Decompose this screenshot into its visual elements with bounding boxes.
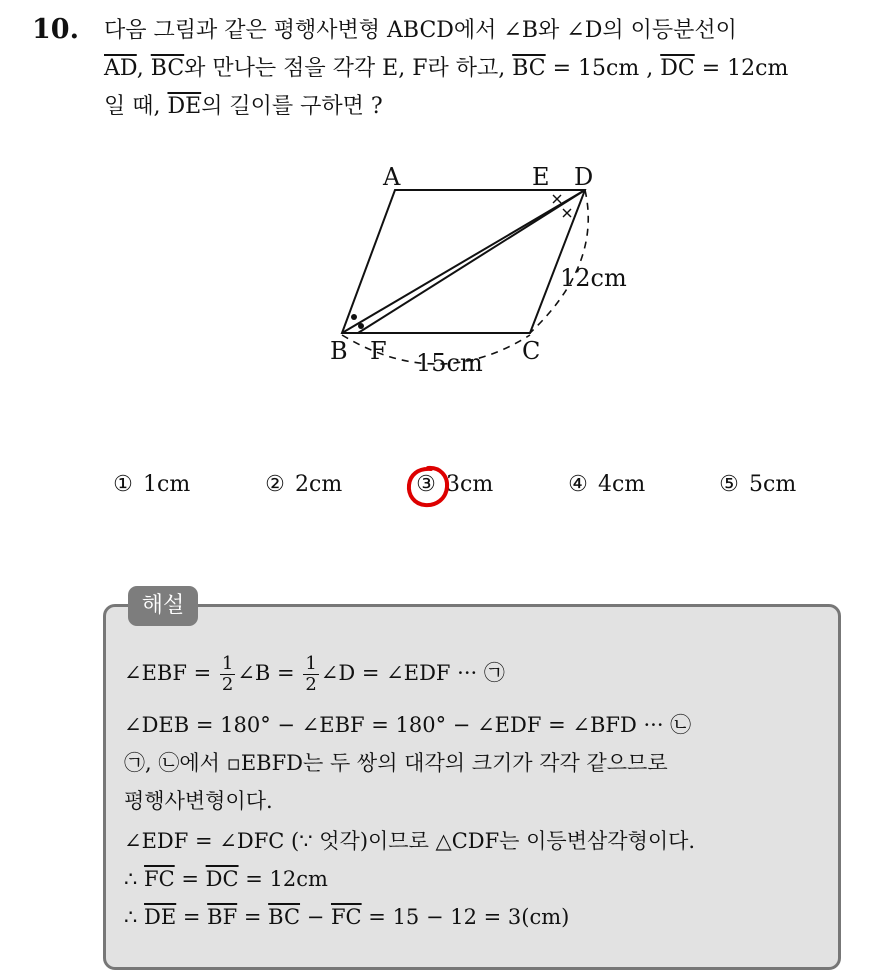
angle-mark-dot — [358, 323, 364, 329]
choice-3[interactable]: ③ 3cm — [416, 472, 494, 497]
explanation-line-5: ∠EDF = ∠DFC (∵ 엇각)이므로 △CDF는 이등변삼각형이다. — [124, 829, 696, 853]
length-dc: 12cm — [560, 264, 627, 292]
question-line-2: $\overline{AD}$, $\overline{BC}$와 만나는 점을 각각 E, F라 하고, $\overline{BC} = 15cm$ , $\overline{DC} = 12cm$ — [104, 56, 789, 81]
explanation-line-4: 평행사변형이다. — [124, 789, 273, 813]
explanation-tag: 해설 — [128, 586, 198, 626]
explanation-line-2: ∠DEB = 180° − ∠EBF = 180° − ∠EDF = ∠BFD ··· ㉡ — [124, 713, 692, 737]
question-line-1: 다음 그림과 같은 평행사변형 ABCD에서 ∠B와 ∠D의 이등분선이 — [104, 18, 737, 43]
explanation-line-1: ∠EBF = $\frac{1}{2}$ ∠B = $\frac{1}{2}$ ∠D = ∠EDF ··· ㉠ — [124, 653, 505, 695]
angle-mark-dot — [351, 314, 357, 320]
question-line-3: 일 때, $\overline{DE}$의 길이를 구하면 ? — [104, 94, 383, 119]
segment-bc: $\overline{BC}$ — [512, 56, 546, 81]
explanation-line-7: ∴ $\overline{DE} = \overline{BF} = \overline{BC} - \overline{FC} = 15 - 12 = 3(cm)$ — [124, 905, 570, 929]
segment-dc: $\overline{DC}$ — [205, 867, 239, 891]
explanation-line-6: ∴ $\overline{FC} = \overline{DC} = 12cm$ — [124, 867, 328, 891]
segment-dc: $\overline{DC}$ — [660, 56, 695, 81]
bisector-be — [342, 190, 585, 333]
segment-bc: $\overline{BC}$ — [268, 905, 301, 929]
segment-de: $\overline{DE}$ — [144, 905, 177, 929]
label-a: A — [383, 163, 401, 191]
label-f: F — [370, 337, 387, 365]
segment-bc: $\overline{BC}$ — [150, 56, 185, 81]
label-d: D — [574, 163, 594, 191]
segment-bf: $\overline{BF}$ — [207, 905, 238, 929]
fraction-half: $\frac{1}{2}$ — [221, 653, 234, 695]
choice-2[interactable]: ② 2cm — [265, 472, 343, 497]
selected-answer-mark — [404, 462, 452, 510]
label-e: E — [532, 163, 550, 191]
segment-de: $\overline{DE}$ — [167, 94, 202, 119]
choice-4[interactable]: ④ 4cm — [568, 472, 646, 497]
label-b: B — [330, 337, 348, 365]
question-number: 10. — [32, 14, 79, 45]
label-c: C — [522, 337, 541, 365]
segment-fc: $\overline{FC}$ — [144, 867, 175, 891]
fraction-half: $\frac{1}{2}$ — [305, 653, 317, 695]
segment-fc: $\overline{FC}$ — [330, 905, 362, 929]
parallelogram-figure — [320, 155, 640, 385]
choice-1[interactable]: ① 1cm — [113, 472, 191, 497]
explanation-line-3: ㉠, ㉡에서 ▫EBFD는 두 쌍의 대각의 크기가 각각 같으므로 — [124, 751, 668, 775]
choice-5[interactable]: ⑤ 5cm — [719, 472, 797, 497]
length-bc: 15cm — [416, 349, 483, 377]
segment-ad: $\overline{AD}$ — [104, 56, 137, 81]
